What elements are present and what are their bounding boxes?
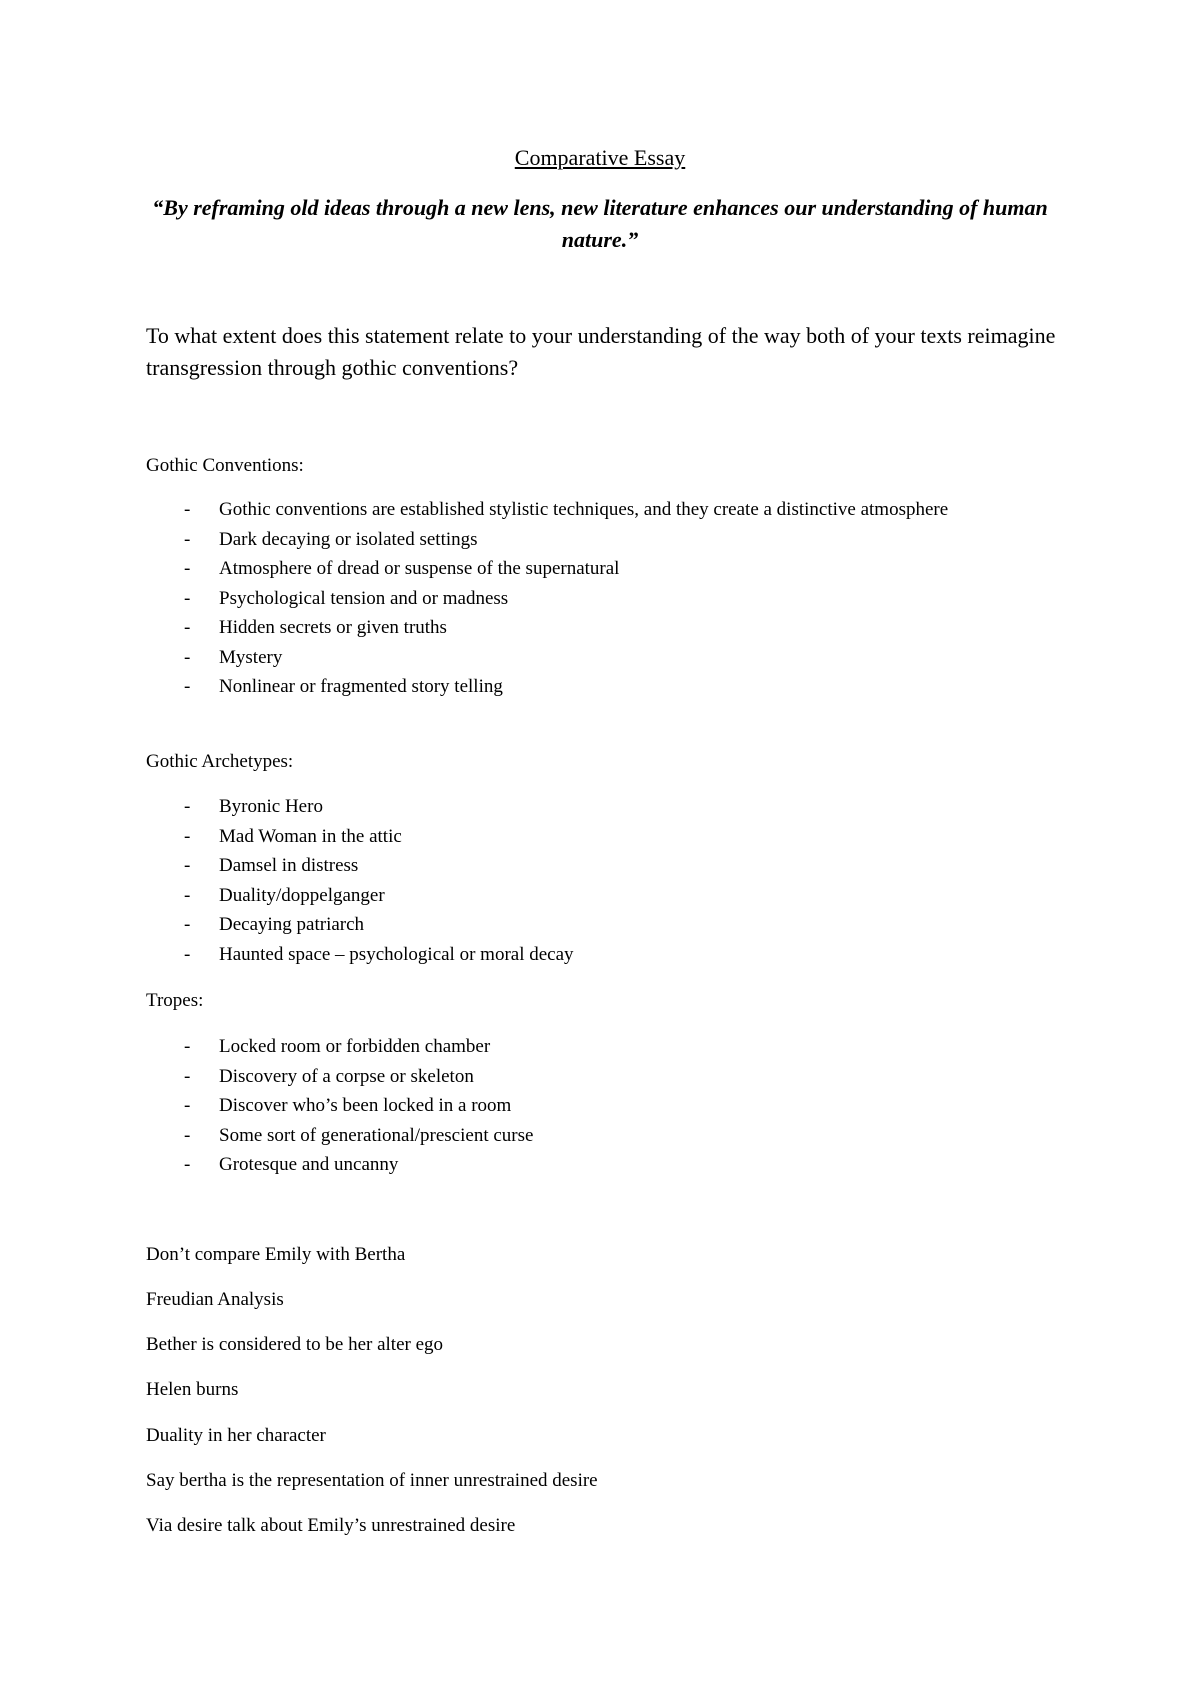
dash-bullet: - xyxy=(184,499,191,520)
note-line: Helen burns xyxy=(146,1379,239,1400)
list-item xyxy=(146,940,1046,970)
list-item xyxy=(146,554,1046,584)
list-item-text: Nonlinear or fragmented story telling xyxy=(219,676,503,697)
dash-bullet: - xyxy=(184,1095,191,1116)
list-item xyxy=(146,672,1046,702)
list-item xyxy=(146,495,1019,525)
list-item-text: Mystery xyxy=(219,646,283,668)
essay-quote: “By reframing old ideas through a new lens, new literature enhances our understanding of human nature.” xyxy=(152,195,1048,252)
list-item-text: Discover who’s been locked in a room xyxy=(219,1095,512,1116)
conventions-list xyxy=(146,495,1046,702)
list-item xyxy=(146,1121,1046,1151)
note-line: Freudian Analysis xyxy=(146,1289,284,1310)
list-item-text: Damsel in distress xyxy=(219,855,359,876)
list-item-text: Dark decaying or isolated settings xyxy=(219,528,478,550)
list-item xyxy=(146,881,1046,911)
dash-bullet: - xyxy=(184,943,191,965)
dash-bullet: - xyxy=(184,796,191,817)
list-item xyxy=(146,584,1046,614)
list-item-text: Decaying patriarch xyxy=(219,914,365,935)
dash-bullet: - xyxy=(184,617,191,638)
archetypes-heading: Gothic Archetypes: xyxy=(146,751,294,772)
tropes-list xyxy=(146,1032,1046,1180)
page-title: Comparative Essay xyxy=(514,145,686,170)
dash-bullet: - xyxy=(184,1124,191,1146)
list-item xyxy=(146,1032,1046,1062)
dash-bullet: - xyxy=(184,914,191,935)
note-line: Duality in her character xyxy=(146,1425,326,1446)
list-item-text: Locked room or forbidden chamber xyxy=(219,1036,491,1057)
list-item xyxy=(146,822,1046,852)
dash-bullet: - xyxy=(184,884,191,906)
list-item-text: Gothic conventions are established stylistic techniques, and they create a distinctive atmosphere xyxy=(219,499,949,520)
note-line: Don’t compare Emily with Bertha xyxy=(146,1244,406,1265)
list-item-text: Grotesque and uncanny xyxy=(219,1154,399,1175)
dash-bullet: - xyxy=(184,676,191,697)
archetypes-list xyxy=(146,792,1046,969)
dash-bullet: - xyxy=(184,587,191,609)
dash-bullet: - xyxy=(184,825,191,847)
list-item xyxy=(146,525,1046,555)
dash-bullet: - xyxy=(184,1036,191,1057)
list-item-text: Psychological tension and or madness xyxy=(219,587,509,609)
note-line: Say bertha is the representation of inner unrestrained desire xyxy=(146,1470,598,1491)
list-item xyxy=(146,1062,1046,1092)
note-line: Bether is considered to be her alter ego xyxy=(146,1334,444,1355)
list-item xyxy=(146,613,1046,643)
list-item xyxy=(146,851,1046,881)
tropes-heading: Tropes: xyxy=(146,990,204,1011)
dash-bullet: - xyxy=(184,646,191,668)
dash-bullet: - xyxy=(184,528,191,550)
list-item xyxy=(146,792,1046,822)
dash-bullet: - xyxy=(184,1065,191,1087)
list-item xyxy=(146,910,1046,940)
list-item-text: Haunted space – psychological or moral decay xyxy=(219,943,574,965)
essay-prompt: To what extent does this statement relate to your understanding of the way both of your texts reimagine transgression through gothic conventions? xyxy=(146,323,1056,380)
list-item-text: Atmosphere of dread or suspense of the supernatural xyxy=(219,558,620,579)
list-item xyxy=(146,1091,1046,1121)
note-line: Via desire talk about Emily’s unrestrained desire xyxy=(146,1515,516,1536)
list-item xyxy=(146,643,1046,673)
list-item-text: Byronic Hero xyxy=(219,796,323,817)
list-item-text: Discovery of a corpse or skeleton xyxy=(219,1065,474,1087)
dash-bullet: - xyxy=(184,855,191,876)
dash-bullet: - xyxy=(184,1154,191,1175)
list-item-text: Hidden secrets or given truths xyxy=(219,617,447,638)
dash-bullet: - xyxy=(184,558,191,579)
conventions-heading: Gothic Conventions: xyxy=(146,455,304,476)
list-item xyxy=(146,1150,1046,1180)
list-item-text: Some sort of generational/prescient curse xyxy=(219,1124,534,1146)
list-item-text: Duality/doppelganger xyxy=(219,884,385,906)
list-item-text: Mad Woman in the attic xyxy=(219,825,402,847)
